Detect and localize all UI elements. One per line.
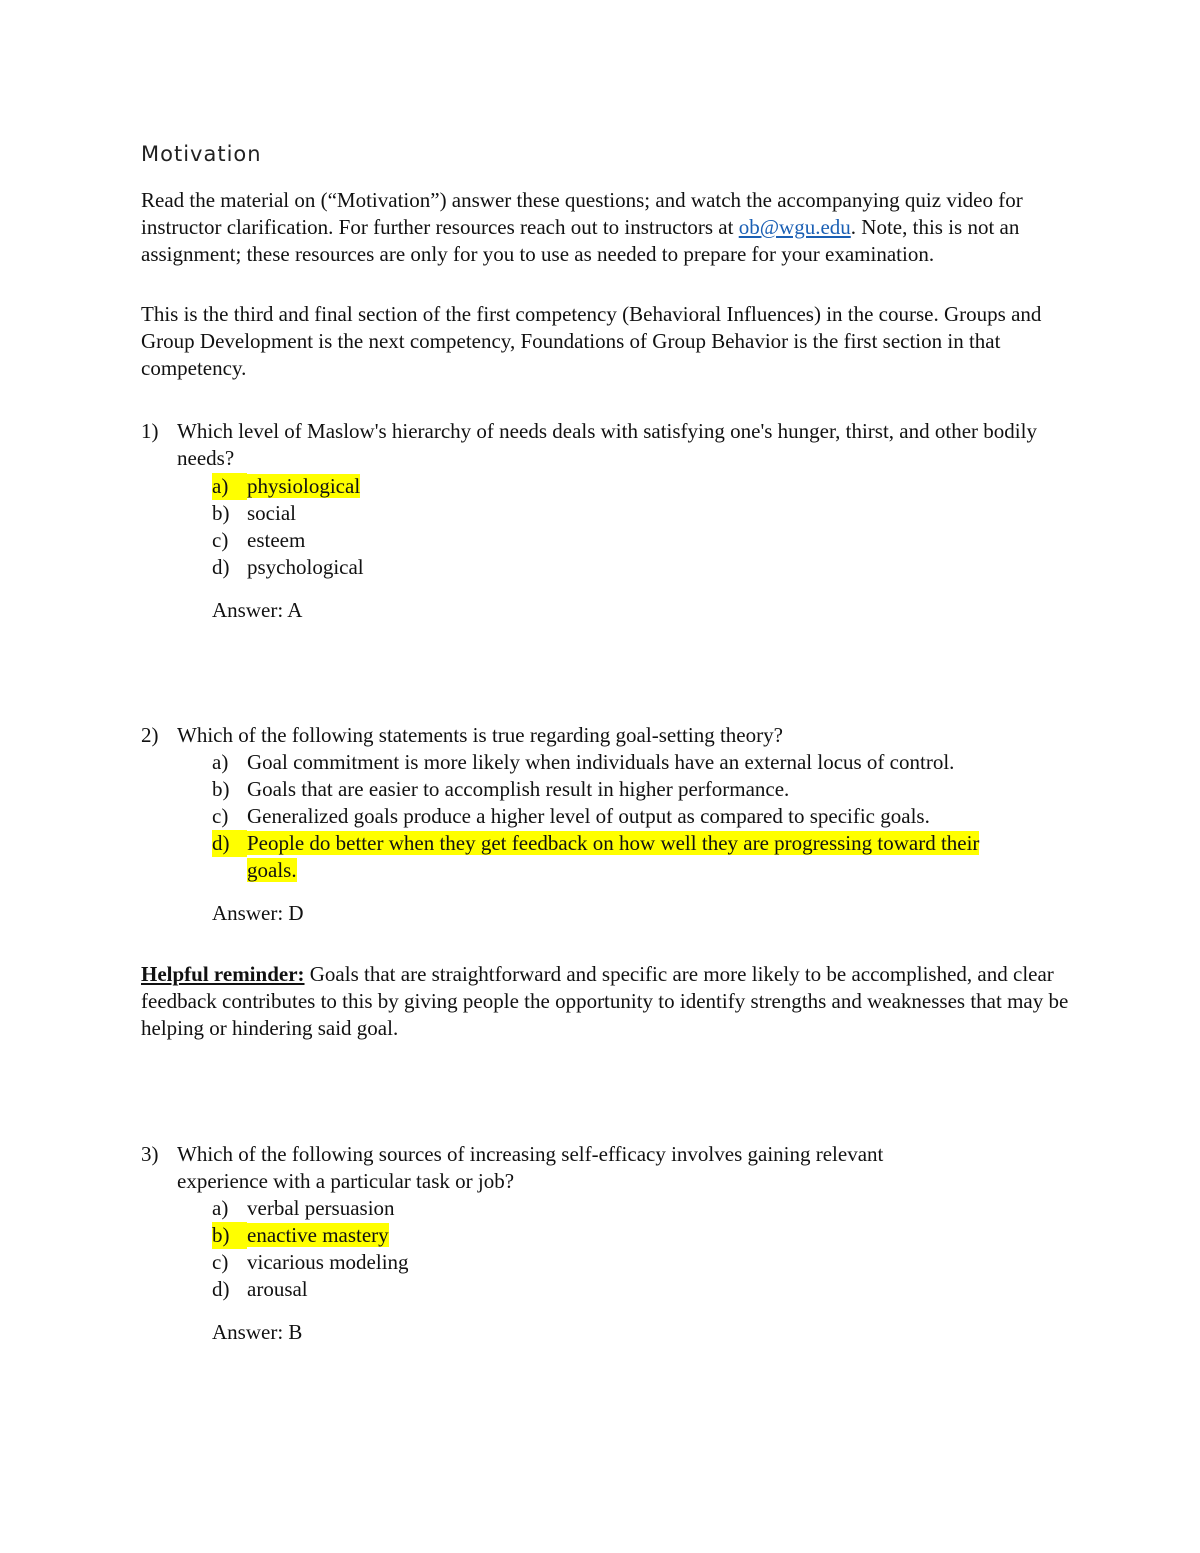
option-text: esteem [247, 528, 306, 552]
option-text-highlight: People do better when they get feedback on how well they are progressing toward their goals. [247, 831, 980, 882]
instructor-email-link[interactable]: ob@wgu.edu [738, 215, 851, 239]
option-text: Goal commitment is more likely when individuals have an external locus of control. [247, 750, 955, 774]
reminder-label: Helpful reminder: [141, 962, 305, 986]
answer-2: Answer: D [212, 901, 304, 925]
option-3c [212, 1249, 1052, 1276]
option-letter: a) [212, 750, 229, 774]
option-1b [212, 500, 1052, 527]
option-letter: c) [212, 528, 229, 552]
option-letter: b) [212, 501, 230, 525]
question-number: 1) [141, 419, 159, 443]
option-2d [212, 830, 1052, 884]
option-text: physiological [247, 474, 361, 498]
option-text: social [247, 501, 296, 525]
option-text: psychological [247, 555, 364, 579]
option-letter: d) [212, 1277, 230, 1301]
option-text: enactive mastery [247, 1223, 389, 1247]
option-letter: c) [212, 804, 229, 828]
option-2c [212, 803, 1052, 830]
option-2a [212, 749, 1052, 776]
option-text: Goals that are easier to accomplish result in higher performance. [247, 777, 790, 801]
helpful-reminder [141, 961, 1071, 1042]
option-letter: b) [212, 1222, 247, 1249]
reminder-text: Goals that are straightforward and specific are more likely to be accomplished, and clear feedback contributes to this by giving people the opportunity to identify strengths and weaknesses that may be helping or hindering said goal. [141, 962, 1069, 1040]
option-letter: c) [212, 1250, 229, 1274]
option-letter: a) [212, 473, 247, 500]
page-title: Motivation [141, 142, 262, 166]
intro-text-before-link: Read the material on (“Motivation”) answer these questions; and watch the accompanying quiz video for instructor clarification. For further resources reach out to instructors at [141, 188, 1023, 239]
option-text: Generalized goals produce a higher level of output as compared to specific goals. [247, 804, 930, 828]
intro-paragraph [141, 187, 1071, 268]
question-number: 2) [141, 723, 159, 747]
option-1d [212, 554, 1052, 581]
option-letter: b) [212, 777, 230, 801]
option-1c [212, 527, 1052, 554]
question-text: Which level of Maslow's hierarchy of needs deals with satisfying one's hunger, thirst, and other bodily needs? [177, 419, 1037, 470]
option-2b [212, 776, 1052, 803]
question-number: 3) [141, 1142, 159, 1166]
question-text: Which of the following sources of increasing self-efficacy involves gaining relevant experience with a particular task or job? [177, 1142, 884, 1193]
option-3b [212, 1222, 1052, 1249]
section-note-paragraph: This is the third and final section of the first competency (Behavioral Influences) in the course. Groups and Group Development is the next competency, Foundations of Group Behavior is the first section in that competency. [141, 302, 1042, 380]
option-1a [212, 473, 1052, 500]
answer-3: Answer: B [212, 1320, 303, 1344]
answer-1: Answer: A [212, 598, 303, 622]
option-text: vicarious modeling [247, 1250, 409, 1274]
option-3d [212, 1276, 1052, 1303]
intro-text-after-link: . Note, this is not an assignment; these resources are only for you to use as needed to prepare for your examination. [141, 215, 1020, 266]
option-text [247, 830, 1027, 884]
option-3a [212, 1195, 1052, 1222]
option-letter: d) [212, 555, 230, 579]
option-letter: a) [212, 1196, 229, 1220]
question-text: Which of the following statements is true regarding goal-setting theory? [177, 723, 783, 747]
option-text: verbal persuasion [247, 1196, 395, 1220]
option-text: arousal [247, 1277, 308, 1301]
option-letter: d) [212, 830, 247, 857]
